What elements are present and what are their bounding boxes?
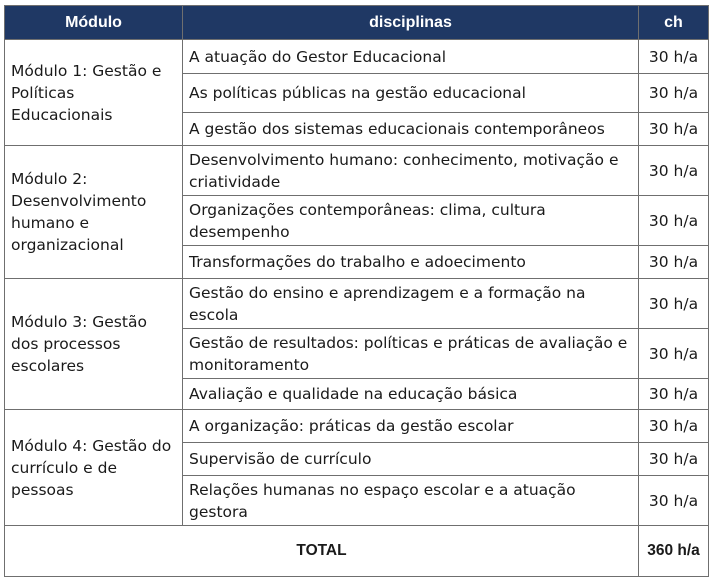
total-row [5,526,709,577]
discipline-cell: Avaliação e qualidade na educação básica [183,379,639,410]
discipline-cell: A atuação do Gestor Educacional [183,40,639,74]
hours-cell: 30 h/a [639,379,709,410]
table-row [5,146,709,196]
total-label: TOTAL [5,526,639,577]
discipline-cell: As políticas públicas na gestão educacional [183,74,639,113]
total-hours: 360 h/a [639,526,709,577]
header-disciplines: disciplinas [183,6,639,40]
header-hours: ch [639,6,709,40]
hours-cell: 30 h/a [639,246,709,279]
table-row [5,410,709,443]
module-3-name: Módulo 3: Gestão dos processos escolares [5,279,183,410]
discipline-cell: Gestão do ensino e aprendizagem e a formação na escola [183,279,639,329]
hours-cell: 30 h/a [639,410,709,443]
header-row [5,6,709,40]
hours-cell: 30 h/a [639,74,709,113]
discipline-cell: Supervisão de currículo [183,443,639,476]
hours-cell: 30 h/a [639,279,709,329]
discipline-cell: A gestão dos sistemas educacionais contemporâneos [183,113,639,146]
discipline-cell: Gestão de resultados: políticas e práticas de avaliação e monitoramento [183,329,639,379]
discipline-cell: A organização: práticas da gestão escolar [183,410,639,443]
hours-cell: 30 h/a [639,443,709,476]
discipline-cell: Organizações contemporâneas: clima, cultura desempenho [183,196,639,246]
hours-cell: 30 h/a [639,146,709,196]
module-4-name: Módulo 4: Gestão do currículo e de pessoas [5,410,183,526]
header-module: Módulo [5,6,183,40]
discipline-cell: Transformações do trabalho e adoecimento [183,246,639,279]
hours-cell: 30 h/a [639,476,709,526]
table-row [5,279,709,329]
module-1-name: Módulo 1: Gestão e Políticas Educacionais [5,40,183,146]
hours-cell: 30 h/a [639,329,709,379]
table-row [5,40,709,74]
curriculum-table [4,5,709,577]
module-2-name: Módulo 2: Desenvolvimento humano e organizacional [5,146,183,279]
hours-cell: 30 h/a [639,196,709,246]
hours-cell: 30 h/a [639,113,709,146]
discipline-cell: Relações humanas no espaço escolar e a atuação gestora [183,476,639,526]
discipline-cell: Desenvolvimento humano: conhecimento, motivação e criatividade [183,146,639,196]
hours-cell: 30 h/a [639,40,709,74]
